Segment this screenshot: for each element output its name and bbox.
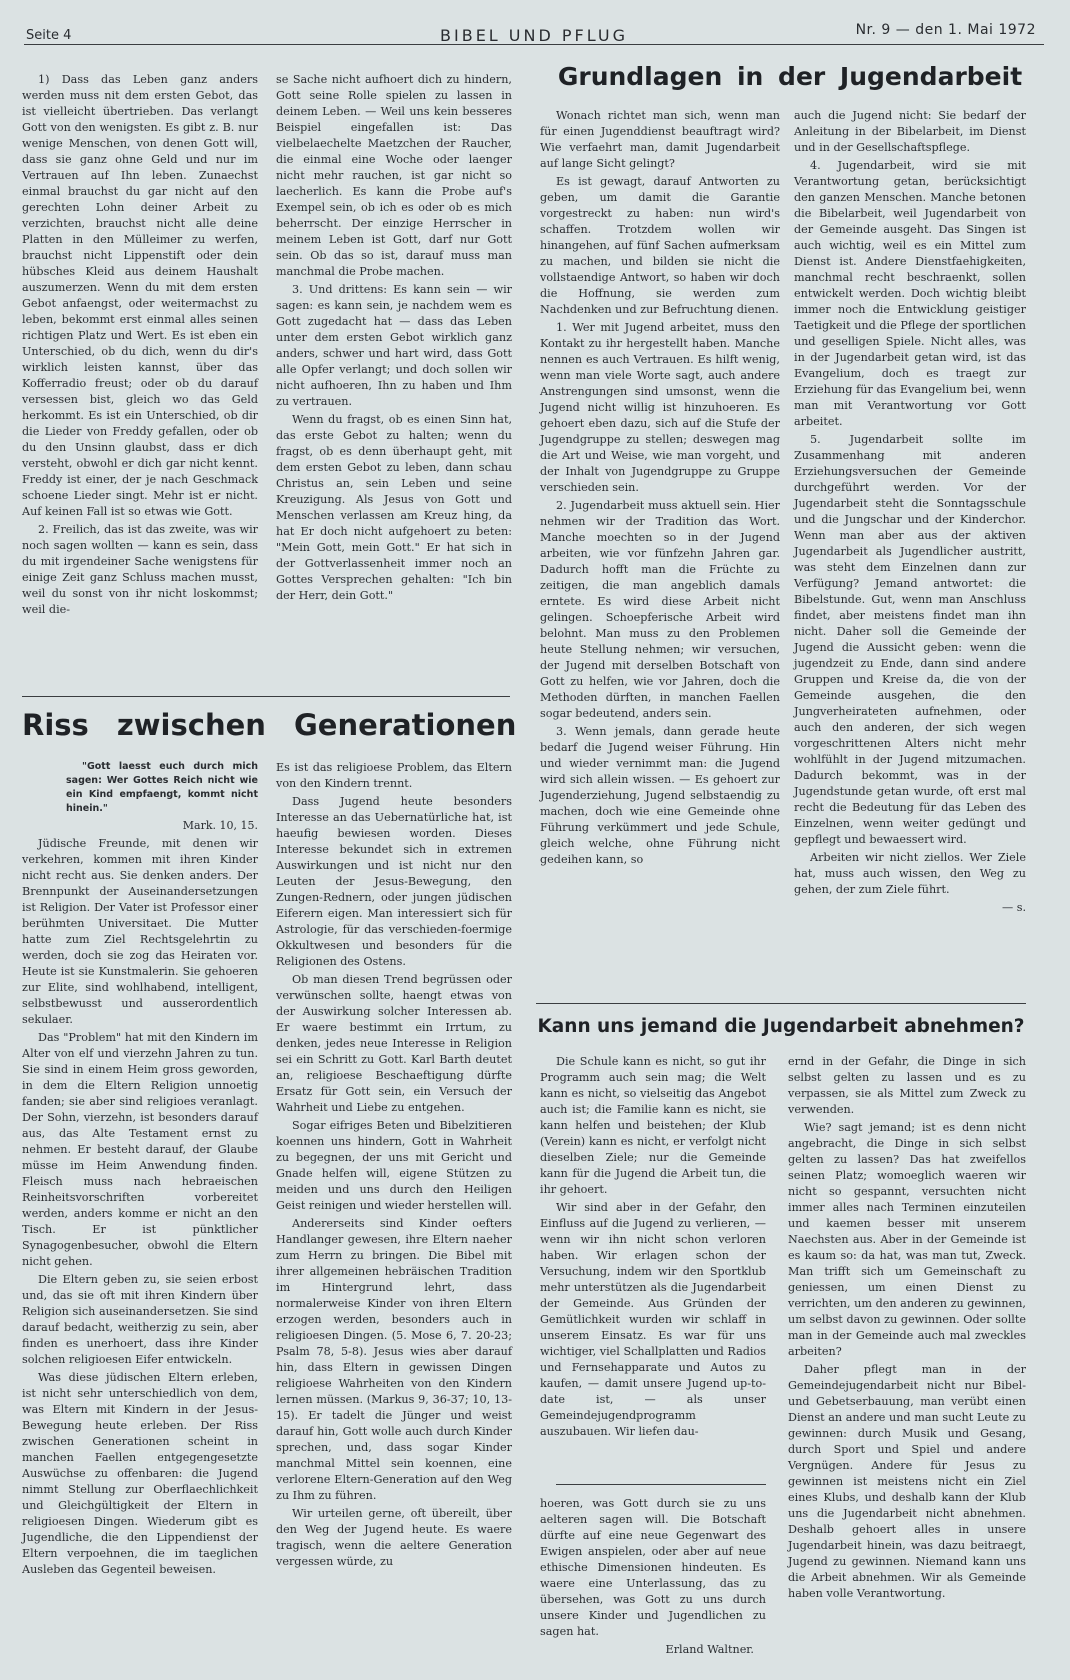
paragraph: 2. Jugendarbeit muss aktuell sein. Hier nehmen wir der Tradition das Wort. Manche moechten so in der Jugend arbeiten, wie vor fünfzehn Jahren gar. Dadurch hofft man die Früchte zu zeitigen, die man angeblich damals erntete. Es wird diese Arbeit nicht gelingen. Schoepferische Arbeit wird belohnt. Man muss zu den Problemen heute Stellung nehmen; wir versuchen, der Jugend mit derselben Botschaft von Gott zu helfen, wie vor Jahren, doch die Methoden dürften, in manchen Faellen sogar bedeutend, anders sein. xyxy=(540,499,780,720)
paragraph: ernd in der Gefahr, die Dinge in sich selbst gelten zu lassen und es zu verpassen, sie als Mittel zum Zweck zu verwenden. xyxy=(788,1055,1026,1116)
paragraph: 2. Freilich, das ist das zweite, was wir noch sagen wollten — kann es sein, dass du mit irgendeiner Sache wenigstens für einige Zeit ganz Schluss machen musst, weil du sonst von ihr nicht loskommst; weil die- xyxy=(22,523,258,616)
paragraph: Es ist das religioese Problem, das Eltern von den Kindern trennt. xyxy=(276,761,512,790)
paragraph: Daher pflegt man in der Gemeindejugendarbeit nicht nur Bibel- und Gebetserbauung, man verübt einen Dienst an andere und man sucht Leute zu gewinnen: durch Musik und Gesang, durch Sport und Spiel und andere Vergnügen. Andere für Jesus zu gewinnen ist meistens nicht ein Ziel eines Klubs, und deshalb kann der Klub uns die Jugendarbeit nicht abnehmen. Deshalb gehoert alles in unsere Jugendarbeit hinein, was dazu beitraegt, Jugend zu gewinnen. Niemand kann uns die Arbeit abnehmen. Wir als Gemeinde haben volle Verantwortung. xyxy=(788,1363,1026,1600)
paragraph: 1) Dass das Leben ganz anders werden muss nit dem ersten Gebot, das ist vielleicht übertrieben. Das verlangt Gott von den wenigsten. Es gibt z. B. nur wenige Menschen, von denen Gott will, dass sie ganz ohne Geld und nur im Vertrauen auf Ihn leben. Zunaechst einmal brauchst du gar nicht auf den gerechten Lohn deiner Arbeit zu verzichten, brauchst nicht alle deine Platten in den Mülleimer zu werfen, brauchst nicht Lippenstift oder dein hübsches Kleid aus deinem Haushalt auszumerzen. Wenn du mit dem ersten Gebot anfaengst, oder weitermachst zu leben, bekommt erst einmal alles seinen richtigen Platz und Wert. Es ist eben ein Unterschied, ob du dich, wenn du dir's wirklich leisten kannst, über das Kofferradio freust; oder ob du darauf versessen bist, gleich wo das Geld herkommt. Es ist ein Unterschied, ob dir die Lieder von Freddy gefallen, oder ob du den Unsinn glaubst, dass er dich versteht, obwohl er dich gar nicht kennt. Freddy ist einer, der je nach Geschmack schoene Lieder singt. Mehr ist er nicht. Auf keinen Fall ist so etwas wie Gott. xyxy=(22,73,258,518)
paragraph: Wir urteilen gerne, oft übereilt, über den Weg der Jugend heute. Es waere tragisch, wenn die aeltere Generation vergessen würde, zu xyxy=(276,1507,512,1568)
article-title-kann: Kann uns jemand die Jugendarbeit abnehmen? xyxy=(537,1016,1025,1037)
article-top-left-column-1 xyxy=(22,72,258,618)
paragraph: Wenn du fragst, ob es einen Sinn hat, das erste Gebot zu halten; wenn du fragst, ob es denn überhaupt geht, mit dem ersten Gebot zu leben, dann schau Christus an, sein Leben und seine Kreuzigung. Als Jesus von Gott und Menschen verlassen am Kreuz hing, da hat Er doch nicht aufgehoert zu beten: "Mein Gott, mein Gott." Er hat sich in der Gottverlassenheit immer noch an Gottes Versprechen gehalten: "Ich bin der Herr, dein Gott." xyxy=(276,413,512,602)
paragraph: Wonach richtet man sich, wenn man für einen Jugenddienst beauftragt wird? Wie verfaehrt man, damit Jugendarbeit auf lange Sicht gelingt? xyxy=(540,109,780,170)
column-divider xyxy=(556,1484,766,1485)
paragraph: Was diese jüdischen Eltern erleben, ist nicht sehr unterschiedlich von dem, was Eltern mit Kindern in der Jesus-Bewegung heute erleben. Der Riss zwischen Generationen scheint in manchen Faellen entgegengesetzte Auswüchse zu offenbaren: die Jugend nimmt Stellung zur Oberflaechlichkeit und Gleichgültigkeit der Eltern in religioesen Dingen. Wiederum gibt es Jugendliche, die den Lippendienst der Eltern verpoehnen, die im taeglichen Ausleben das Gegenteil beweisen. xyxy=(22,1371,258,1576)
header-rule xyxy=(24,44,1044,45)
paragraph: Das "Problem" hat mit den Kindern im Alter von elf und vierzehn Jahren zu tun. Sie sind in einem Heim gross geworden, in dem die Eltern Religion unnoetig fanden; sie aber sind religioes veranlagt. Der Sohn, vierzehn, ist besonders darauf aus, das Alte Testament ernst zu nehmen. Er besteht darauf, der Glaube müsse im Heim Anwendung finden. Fleisch muss nach hebraeischen Reinheitsvorschriften vorbereitet werden, anders komme er nicht an den Tisch. Er ist pünktlicher Synagogenbesucher, obwohl die Eltern nicht gehen. xyxy=(22,1031,258,1268)
article-grundlagen-column-1 xyxy=(540,108,780,868)
page-header xyxy=(24,20,1044,45)
article-kann-column-1 xyxy=(540,1054,766,1440)
paragraph: hoeren, was Gott durch sie zu uns aelteren sagen will. Die Botschaft dürfte auf eine neue Gegenwart des Ewigen anspielen, oder aber auf neue ethische Dimensionen hindeuten. Es waere eine Unterlassung, das zu übersehen, was Gott zu uns durch unsere Kinder und Jugendlichen zu sagen hat. xyxy=(540,1497,766,1638)
article-top-left-column-2 xyxy=(276,72,512,604)
bible-quote: "Gott laesst euch durch mich sagen: Wer Gottes Reich nicht wie ein Kind empfaengt, kommt nicht hinein." xyxy=(66,761,258,814)
paragraph: Wir sind aber in der Gefahr, den Einfluss auf die Jugend zu verlieren, — wenn wir ihn nicht schon verloren haben. Wir erlagen schon der Versuchung, indem wir den Sportklub mehr unterstützen als die Jugendarbeit der Gemeinde. Aus Gründen der Gemütlichkeit wurden wir schlaff in unserem Einsatz. Es war für uns wichtiger, viel Schallplatten und Radios und Fernsehapparate und Autos zu kaufen, — damit unsere Jugend up-to-date ist, — als unser Gemeindejugendprogramm auszubauen. Wir liefen dau- xyxy=(540,1201,766,1438)
paragraph: Wie? sagt jemand; ist es denn nicht angebracht, die Dinge in sich selbst gelten zu lassen? Das hat zweifellos seinen Platz; womoeglich waeren wir nicht so gespannt, versuchten nicht immer alles nach Terminen einzuteilen und kaemen besser mit unserem Naechsten aus. Aber in der Gemeinde ist es kaum so: da hat, was man tut, Zweck. Man trifft sich um Gemeinschaft zu geniessen, um einen Dienst zu verrichten, um den anderen zu gewinnen, um selbst davon zu gewinnen. Oder sollte man in der Gemeinde auch mal zweckles arbeiten? xyxy=(788,1121,1026,1358)
paragraph: Arbeiten wir nicht ziellos. Wer Ziele hat, muss auch wissen, den Weg zu gehen, der zum Ziele führt. xyxy=(794,851,1026,896)
paragraph: 3. Wenn jemals, dann gerade heute bedarf die Jugend weiser Führung. Hin und wieder vernimmt man: die Jugend wird sich allein wissen. — Es gehoert zur Jugenderziehung, Jugend selbstaendig zu machen, doch wie eine Gemeinde ohne Führung verkümmert und jede Schule, gleich welche, ohne Führung nicht gedeihen kann, so xyxy=(540,725,780,866)
paragraph: Jüdische Freunde, mit denen wir verkehren, kommen mit ihren Kinder nicht recht aus. Sie denken anders. Der Brennpunkt der Auseinandersetzungen ist Religion. Der Vater ist Professor einer berühmten Universitaet. Die Mutter hatte zum Ziel Rechtsgelehrtin zu werden, doch sie zog das Heiraten vor. Heute ist sie Kunstmalerin. Sie gehoeren zur Elite, sind wohlhabend, intelligent, selbstbewusst und ausserordentlich sekulaer. xyxy=(22,837,258,1026)
author-signature: — s. xyxy=(1001,901,1026,914)
bible-reference: Mark. 10, 15. xyxy=(182,819,258,832)
article-grundlagen-column-2 xyxy=(794,108,1026,916)
page-number: Seite 4 xyxy=(26,28,72,43)
article-riss-column-1 xyxy=(22,760,258,1578)
article-title-riss: Riss zwischen Generationen xyxy=(22,708,517,742)
issue-date: Nr. 9 — den 1. Mai 1972 xyxy=(855,22,1036,38)
paragraph: Sogar eifriges Beten und Bibelzitieren koennen uns hindern, Gott in Wahrheit zu begegnen, der uns mit Gericht und Gnade helfen will, eigene Stützen zu meiden und uns durch den Heiligen Geist reinigen und wieder herstellen will. xyxy=(276,1119,512,1212)
paragraph: auch die Jugend nicht: Sie bedarf der Anleitung in der Bibelarbeit, im Dienst und in der Gesellschaftspflege. xyxy=(794,109,1026,154)
section-divider xyxy=(536,1003,1026,1004)
paragraph: Dass Jugend heute besonders Interesse an das Uebernatürliche hat, ist haeufig bewiesen worden. Dieses Interesse bekundet sich in extremen Auswirkungen und ist nicht nur den Leuten der Jesus-Bewegung, den Zungen-Rednern, oder jungen jüdischen Eiferern eigen. Man interessiert sich für Astrologie, für das verschieden-foermige Okkultwesen und besonders für die Religionen des Ostens. xyxy=(276,795,512,968)
section-divider xyxy=(22,696,510,697)
paragraph: Ob man diesen Trend begrüssen oder verwünschen sollte, haengt etwas von der Auswirkung solcher Interessen ab. Er waere bestimmt ein Irrtum, zu denken, jedes neue Interesse in Religion sei ein Schritt zu Gott. Karl Barth deutet an, religioese Beschaeftigung dürfte Ersatz für Gott sein, ein Versuch der Wahrheit und Liebe zu entgehen. xyxy=(276,973,512,1114)
publication-name: BIBEL UND PFLUG xyxy=(440,26,628,45)
paragraph: Andererseits sind Kinder oefters Handlanger gewesen, ihre Eltern naeher zum Herrn zu bringen. Die Bibel mit ihrer allgemeinen hebräischen Tradition im Hintergrund lehrt, dass normalerweise Kinder von ihren Eltern erzogen werden, besonders auch in religioesen Dingen. (5. Mose 6, 7. 20-23; Psalm 78, 5-8). Jesus wies aber darauf hin, dass Eltern in gewissen Dingen religioese Wahrheiten von den Kindern lernen müssen. (Markus 9, 36-37; 10, 13-15). Er tadelt die Jünger und weist darauf hin, Gott wolle auch durch Kinder sprechen, und, dass sogar Kinder manchmal Mittel sein koennen, eine verlorene Eltern-Generation auf den Weg zu Ihm zu führen. xyxy=(276,1217,512,1502)
author-signature: Erland Waltner. xyxy=(665,1643,754,1656)
paragraph: 5. Jugendarbeit sollte im Zusammenhang mit anderen Erziehungsversuchen der Gemeinde durchgeführt werden. Vor der Jugendarbeit steht die Sonntagsschule und die Jungschar und der Kinderchor. Wenn man aber aus der aktiven Jugendarbeit als Jugendlicher austritt, was steht dem Einzelnen dann zur Verfügung? Jemand antwortet: die Bibelstunde. Gut, wenn man Anschluss findet, aber meistens findet man ihn nicht. Daher soll die Gemeinde der Jugend die Aussicht geben: wenn die jugendzeit zu Ende, dann sind andere Gruppen und Kreise da, die von der Gemeinde ausgehen, die den Jungverheirateten aufnehmen, oder auch den anderen, der sich wegen vorgeschrittenen Alters nicht mehr wohlfühlt in der Jugend mitzumachen. Dadurch bekommt, was in der Jugendstunde getan wurde, oft erst mal recht die Bedeutung für das Leben des Einzelnen, wenn weiter gedüngt und gepflegt und bewaessert wird. xyxy=(794,433,1026,846)
paragraph: Die Eltern geben zu, sie seien erbost und, das sie oft mit ihren Kindern über Religion sich auseinandersetzen. Sie sind darauf bedacht, weitherzig zu sein, aber finden es unerhoert, dass ihre Kinder solchen religioesen Eifer entwickeln. xyxy=(22,1273,258,1366)
paragraph: Es ist gewagt, darauf Antworten zu geben, um damit die Garantie vorgestreckt zu haben: nun wird's schaffen. Trotzdem wollen wir hinangehen, auf fünf Sachen aufmerksam zu machen, und bilden sie nicht die vollstaendige Antwort, so haben wir doch die Hoffnung, sie werden zum Nachdenken und zur Befruchtung dienen. xyxy=(540,175,780,316)
paragraph: 1. Wer mit Jugend arbeitet, muss den Kontakt zu ihr hergestellt haben. Manche nennen es auch Vertrauen. Es hilft wenig, wenn man viele Worte sagt, auch andere Anstrengungen sind umsonst, wenn die Jugend nicht willig ist hinzuhoeren. Es gehoert eben dazu, sich auf die Stufe der Jugendgruppe zu stellen; deswegen mag die Art und Weise, wie man vorgeht, und der Inhalt von Jugendgruppe zu Gruppe verschieden sein. xyxy=(540,321,780,494)
article-title-grundlagen: Grundlagen in der Jugendarbeit xyxy=(557,62,1023,91)
paragraph: Die Schule kann es nicht, so gut ihr Programm auch sein mag; die Welt kann es nicht, so vielseitig das Angebot auch ist; die Familie kann es nicht, sie kann helfen und beistehen; der Klub (Verein) kann es nicht, er verfolgt nicht dieselben Ziele; nur die Gemeinde kann für die Jugend die Arbeit tun, die ihr gehoert. xyxy=(540,1055,766,1196)
paragraph: 4. Jugendarbeit, wird sie mit Verantwortung getan, berücksichtigt den ganzen Menschen. Manche betonen die Bibelarbeit, weil Jugendarbeit von der Gemeinde ausgeht. Das Singen ist auch wichtig, weil es ein Mittel zum Dienst ist. Andere Dienstfaehigkeiten, manchmal recht beschraenkt, sollen entwickelt werden. Doch wichtig bleibt immer noch die Entwicklung geistiger Taetigkeit und die Pflege der sportlichen und geselligen Spiele. Nicht alles, was in der Jugendarbeit getan wird, ist das Evangelium, doch es traegt zur Erziehung für das Evangelium bei, wenn man mit Verantwortung vor Gott arbeitet. xyxy=(794,159,1026,428)
article-riss-column-2 xyxy=(276,760,512,1570)
article-kann-column-1-continued xyxy=(540,1496,766,1658)
paragraph: se Sache nicht aufhoert dich zu hindern, Gott seine Rolle spielen zu lassen in deinem Leben. — Weil uns kein besseres Beispiel eingefallen ist: Das vielbelaechelte Maetzchen der Raucher, die einmal eine Woche oder laenger nicht mehr rauchen, ist gar nicht so laecherlich. Es kann die Probe auf's Exempel sein, ob ich es oder ob es mich beherrscht. Der einzige Herrscher in meinem Leben ist Gott, darf nur Gott sein. Ob das so ist, darauf muss man manchmal die Probe machen. xyxy=(276,73,512,278)
paragraph: 3. Und drittens: Es kann sein — wir sagen: es kann sein, je nachdem wem es Gott zugedacht hat — dass das Leben unter dem ersten Gebot wirklich ganz anders, schwer und hart wird, dass Gott alle Opfer verlangt; und doch sollen wir nicht aufhoeren, Ihn zu haben und Ihm zu vertrauen. xyxy=(276,283,512,408)
article-kann-column-2 xyxy=(788,1054,1026,1602)
